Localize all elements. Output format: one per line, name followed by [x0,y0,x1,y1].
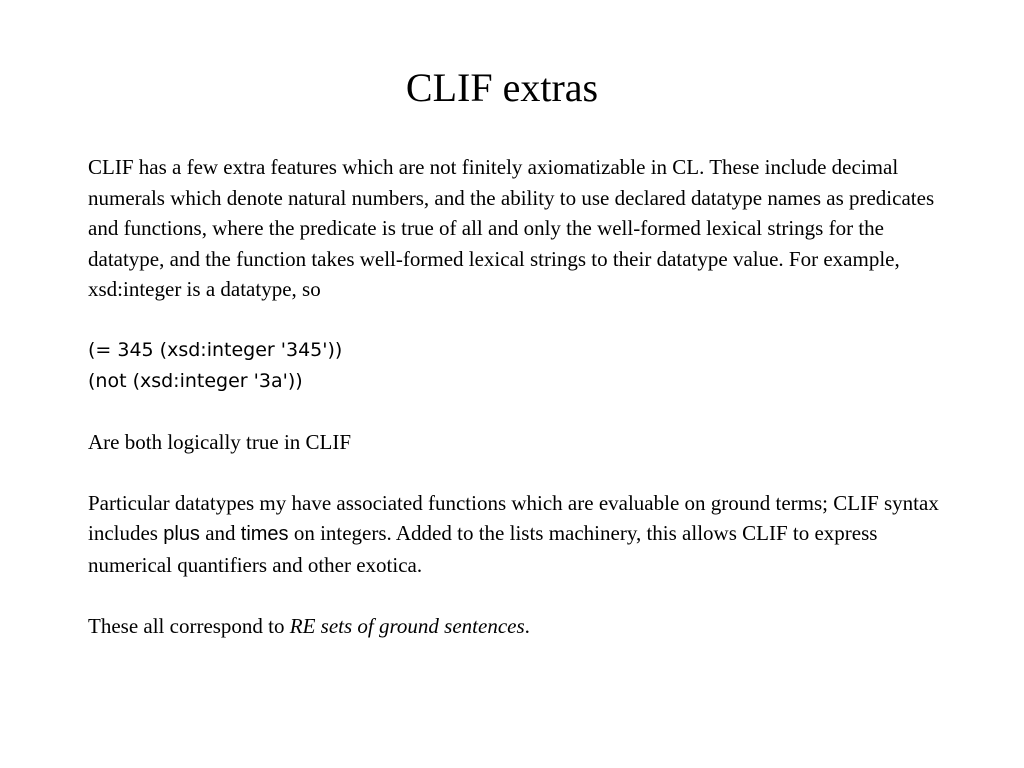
paragraph-text: and [199,521,241,545]
plus-term: plus [163,523,200,545]
spacer [88,396,948,427]
paragraph-text: These all correspond to [88,613,290,638]
truth-statement: Are both logically true in CLIF [88,429,352,454]
conclusion-paragraph [88,611,948,642]
paragraph-text: . [524,613,530,638]
intro-paragraph: CLIF has a few extra features which are not finitely axiomatizable in CL. These include decimal numerals which denote natural numbers, and the ability to use declared datatype names as predicates and functions, where the predicate is true of all and only the well-formed lexical strings for the datatype, and the function takes well-formed lexical strings to their datatype value. For example, xsd:integer is a datatype, so [88,155,935,301]
datatype-functions-paragraph [88,488,948,581]
paragraph-text: on integers. Added to the lists machinery, this allows CLIF to express numerical quantifiers and other exotica. [88,521,878,577]
spacer [88,305,948,336]
code-line-1: (= 345 (xsd:integer '345')) [88,339,343,361]
emphasis-text: RE sets of ground sentences [289,613,525,638]
slide-body [88,152,948,641]
code-line-2: (not (xsd:integer '3a')) [88,369,303,392]
spacer [88,457,948,488]
slide-title: CLIF extras [405,65,599,110]
times-term: times [240,523,289,545]
paragraph-text: Particular datatypes my have associated functions which are evaluable on ground terms; CLIF syntax includes [88,490,939,545]
spacer [88,580,948,611]
